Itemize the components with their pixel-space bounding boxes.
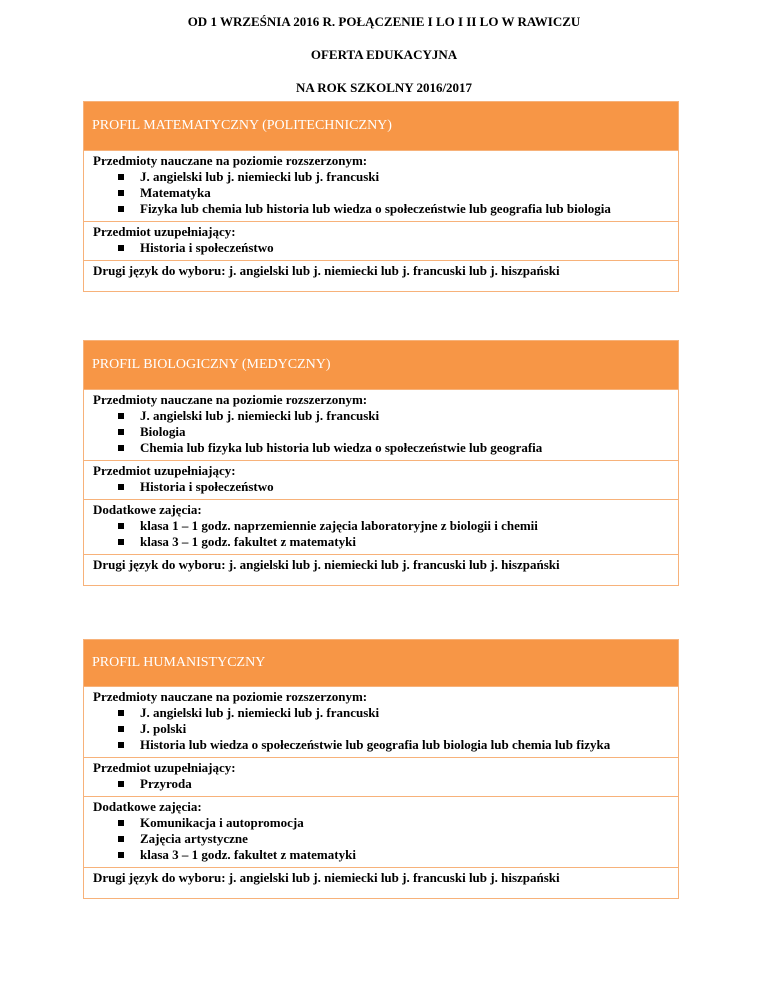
list-item: klasa 1 – 1 godz. naprzemiennie zajęcia laboratoryjne z biologii i chemii	[93, 518, 669, 534]
supplementary-subject-section	[84, 758, 678, 797]
list-item: J. angielski lub j. niemiecki lub j. francuski	[93, 408, 669, 424]
subject-list	[93, 705, 669, 753]
list-item: Komunikacja i autopromocja	[93, 815, 669, 831]
section-label: Przedmioty nauczane na poziomie rozszerzonym:	[93, 392, 368, 407]
list-item: Chemia lub fizyka lub historia lub wiedza o społeczeństwie lub geografia	[93, 440, 669, 456]
section-label: Przedmiot uzupełniający:	[93, 224, 236, 239]
subject-list	[93, 776, 669, 792]
section-label: Dodatkowe zajęcia:	[93, 502, 202, 517]
advanced-subjects-section	[84, 687, 678, 758]
list-item: Matematyka	[93, 185, 669, 201]
profile-title: PROFIL MATEMATYCZNY (POLITECHNICZNY)	[84, 102, 678, 151]
profile-title: PROFIL HUMANISTYCZNY	[84, 640, 678, 687]
list-item: Zajęcia artystyczne	[93, 831, 669, 847]
subject-list	[93, 240, 669, 256]
section-label: Dodatkowe zajęcia:	[93, 799, 202, 814]
list-item: klasa 3 – 1 godz. fakultet z matematyki	[93, 534, 669, 550]
list-item: Historia lub wiedza o społeczeństwie lub geografia lub biologia lub chemia lub fizyka	[93, 737, 669, 753]
list-item: Historia i społeczeństwo	[93, 479, 669, 495]
list-item: Historia i społeczeństwo	[93, 240, 669, 256]
document-title: OD 1 WRZEŚNIA 2016 R. POŁĄCZENIE I LO I II LO W RAWICZU	[187, 14, 581, 29]
subject-list	[93, 479, 669, 495]
second-language-section: Drugi język do wyboru: j. angielski lub j. niemiecki lub j. francuski lub j. hiszpański	[93, 263, 560, 278]
list-item: J. angielski lub j. niemiecki lub j. francuski	[93, 705, 669, 721]
second-language-section: Drugi język do wyboru: j. angielski lub j. niemiecki lub j. francuski lub j. hiszpański	[93, 557, 560, 572]
list-item: klasa 3 – 1 godz. fakultet z matematyki	[93, 847, 669, 863]
second-language-section: Drugi język do wyboru: j. angielski lub j. niemiecki lub j. francuski lub j. hiszpański	[93, 870, 560, 885]
extra-list	[93, 815, 669, 863]
document-subtitle: OFERTA EDUKACYJNA	[310, 47, 458, 62]
section-label: Przedmioty nauczane na poziomie rozszerzonym:	[93, 153, 368, 168]
extra-classes-section	[84, 797, 678, 868]
advanced-subjects-section	[84, 151, 678, 222]
profile-biological	[83, 340, 679, 586]
section-label: Przedmioty nauczane na poziomie rozszerzonym:	[93, 689, 368, 704]
section-label: Przedmiot uzupełniający:	[93, 463, 236, 478]
profile-mathematical	[83, 101, 679, 292]
extra-classes-section	[84, 500, 678, 555]
extra-list	[93, 518, 669, 550]
list-item: Biologia	[93, 424, 669, 440]
supplementary-subject-section	[84, 222, 678, 261]
list-item: J. polski	[93, 721, 669, 737]
list-item: Fizyka lub chemia lub historia lub wiedza o społeczeństwie lub geografia lub biologia	[93, 201, 669, 217]
profile-title: PROFIL BIOLOGICZNY (MEDYCZNY)	[84, 341, 678, 390]
list-item: J. angielski lub j. niemiecki lub j. francuski	[93, 169, 669, 185]
subject-list	[93, 408, 669, 456]
supplementary-subject-section	[84, 461, 678, 500]
profile-humanistic	[83, 639, 679, 899]
subject-list	[93, 169, 669, 217]
section-label: Przedmiot uzupełniający:	[93, 760, 236, 775]
school-year: NA ROK SZKOLNY 2016/2017	[295, 80, 473, 95]
list-item: Przyroda	[93, 776, 669, 792]
advanced-subjects-section	[84, 390, 678, 461]
